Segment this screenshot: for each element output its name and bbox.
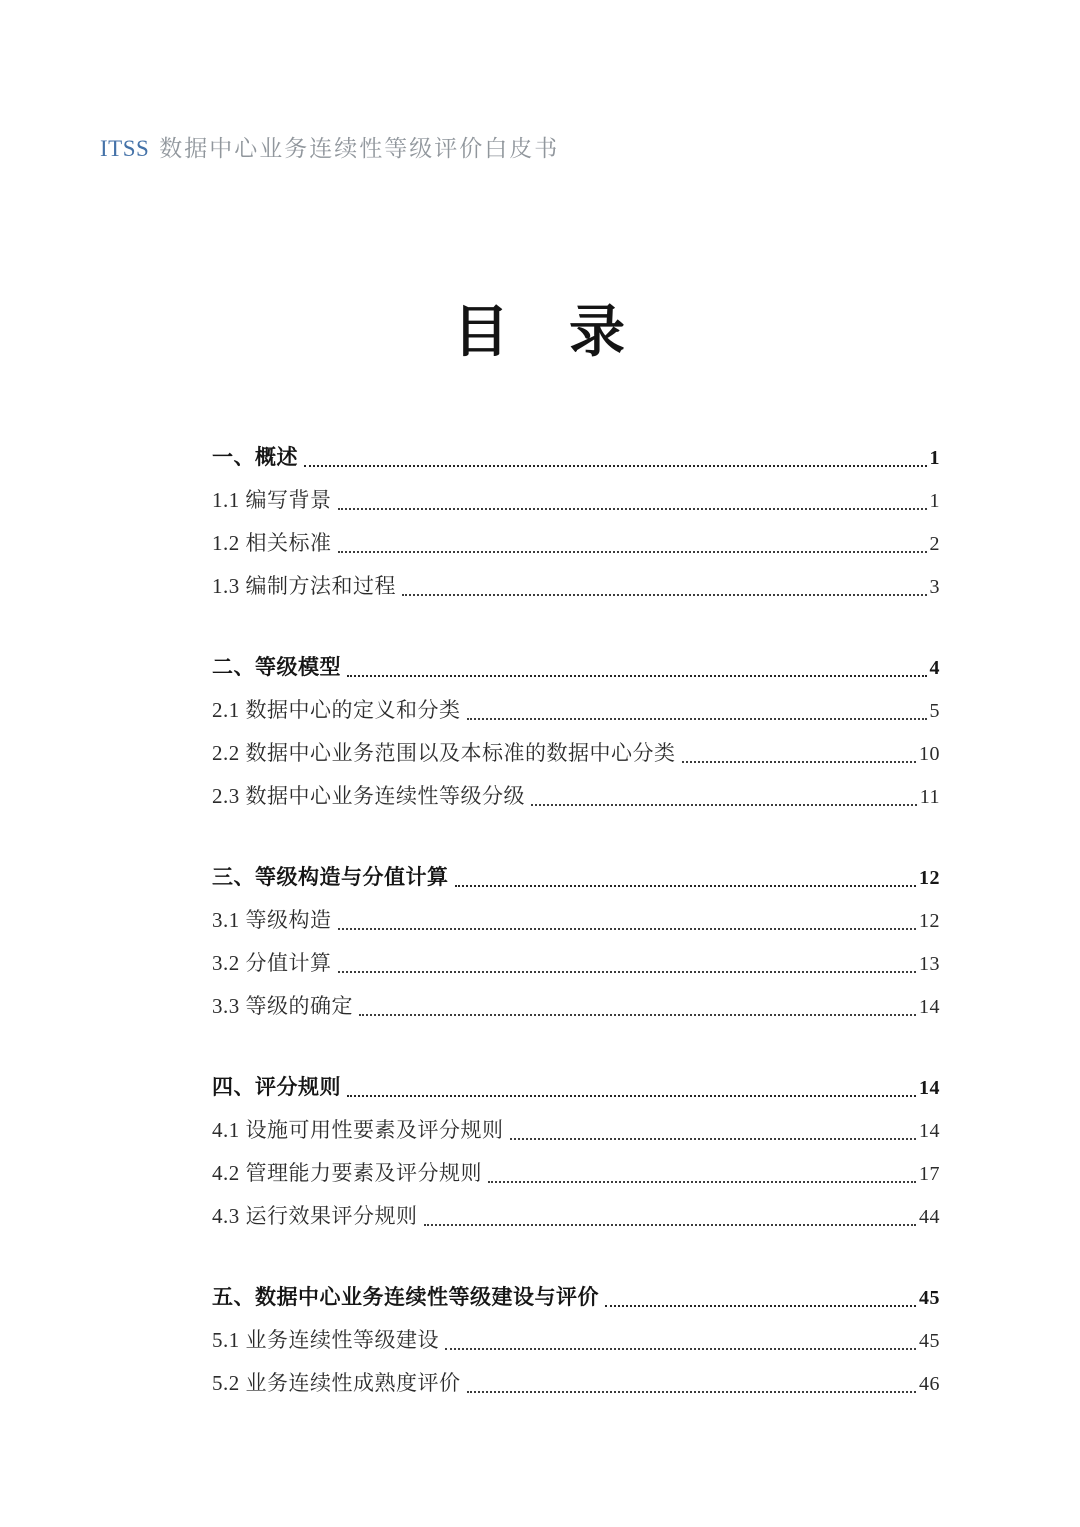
toc-section — [212, 856, 940, 1028]
toc-entry-page: 1 — [929, 447, 940, 469]
toc-entry-label: 4.2 管理能力要素及评分规则 — [212, 1161, 482, 1185]
toc-entry[interactable] — [212, 942, 940, 985]
toc-entry-page: 10 — [919, 743, 940, 765]
toc — [212, 436, 940, 1405]
dot-leader — [455, 885, 917, 887]
toc-entry[interactable] — [212, 899, 940, 942]
dot-leader — [424, 1224, 917, 1226]
toc-entry-label: 4.1 设施可用性要素及评分规则 — [212, 1118, 504, 1142]
dot-leader — [467, 718, 927, 720]
dot-leader — [338, 508, 927, 510]
toc-entry[interactable] — [212, 1152, 940, 1195]
dot-leader — [304, 465, 927, 467]
toc-entry-page: 4 — [929, 657, 940, 679]
dot-leader — [338, 551, 927, 553]
toc-entry-page: 2 — [929, 533, 940, 555]
toc-entry-label: 2.3 数据中心业务连续性等级分级 — [212, 784, 525, 808]
toc-entry-page: 14 — [919, 1077, 940, 1099]
toc-entry-label: 3.1 等级构造 — [212, 908, 332, 932]
toc-entry-page: 46 — [919, 1373, 940, 1395]
dot-leader — [682, 761, 917, 763]
toc-section — [212, 436, 940, 608]
dot-leader — [531, 804, 917, 806]
toc-section — [212, 1066, 940, 1238]
toc-section — [212, 1276, 940, 1405]
toc-entry-label: 一、概述 — [212, 445, 298, 469]
toc-entry[interactable] — [212, 479, 940, 522]
toc-entry-label: 二、等级模型 — [212, 655, 341, 679]
toc-entry-page: 3 — [929, 576, 940, 598]
header-doc-title: 数据中心业务连续性等级评价白皮书 — [159, 135, 560, 161]
dot-leader — [338, 971, 917, 973]
toc-entry-page: 12 — [919, 910, 940, 932]
toc-section-heading[interactable] — [212, 646, 940, 689]
toc-entry-label: 1.3 编制方法和过程 — [212, 574, 396, 598]
toc-entry-label: 四、评分规则 — [212, 1075, 341, 1099]
toc-entry[interactable] — [212, 565, 940, 608]
dot-leader — [347, 675, 927, 677]
toc-entry-label: 5.1 业务连续性等级建设 — [212, 1328, 439, 1352]
toc-section — [212, 646, 940, 818]
toc-entry-page: 14 — [919, 996, 940, 1018]
toc-entry-page: 45 — [919, 1330, 940, 1352]
dot-leader — [347, 1095, 916, 1097]
toc-entry-page: 13 — [919, 953, 940, 975]
toc-entry[interactable] — [212, 522, 940, 565]
toc-entry[interactable] — [212, 1319, 940, 1362]
toc-section-heading[interactable] — [212, 436, 940, 479]
toc-entry-label: 1.2 相关标准 — [212, 531, 332, 555]
toc-section-heading[interactable] — [212, 1066, 940, 1109]
toc-section-heading[interactable] — [212, 856, 940, 899]
toc-entry[interactable] — [212, 985, 940, 1028]
toc-entry-label: 2.2 数据中心业务范围以及本标准的数据中心分类 — [212, 741, 676, 765]
toc-entry-label: 4.3 运行效果评分规则 — [212, 1204, 418, 1228]
toc-entry-label: 五、数据中心业务连续性等级建设与评价 — [212, 1285, 599, 1309]
itss-logo: ITSS — [100, 136, 150, 161]
toc-entry[interactable] — [212, 732, 940, 775]
dot-leader — [488, 1181, 916, 1183]
toc-entry-page: 1 — [929, 490, 940, 512]
page-header — [100, 130, 559, 163]
toc-entry-label: 3.3 等级的确定 — [212, 994, 353, 1018]
toc-entry-label: 3.2 分值计算 — [212, 951, 332, 975]
toc-entry-page: 17 — [919, 1163, 940, 1185]
toc-entry-label: 三、等级构造与分值计算 — [212, 865, 449, 889]
toc-entry-page: 11 — [919, 786, 940, 808]
toc-entry[interactable] — [212, 775, 940, 818]
toc-section-heading[interactable] — [212, 1276, 940, 1319]
toc-entry-page: 14 — [919, 1120, 940, 1142]
dot-leader — [605, 1305, 916, 1307]
toc-entry-page: 45 — [919, 1287, 940, 1309]
dot-leader — [445, 1348, 916, 1350]
toc-entry-page: 44 — [919, 1206, 940, 1228]
dot-leader — [510, 1138, 917, 1140]
toc-entry-page: 12 — [919, 867, 940, 889]
toc-entry[interactable] — [212, 1109, 940, 1152]
toc-entry-label: 2.1 数据中心的定义和分类 — [212, 698, 461, 722]
dot-leader — [338, 928, 917, 930]
dot-leader — [359, 1014, 916, 1016]
dot-leader — [467, 1391, 917, 1393]
toc-entry[interactable] — [212, 689, 940, 732]
toc-entry[interactable] — [212, 1195, 940, 1238]
toc-entry[interactable] — [212, 1362, 940, 1405]
dot-leader — [402, 594, 927, 596]
toc-entry-page: 5 — [929, 700, 940, 722]
toc-entry-label: 5.2 业务连续性成熟度评价 — [212, 1371, 461, 1395]
toc-title: 目 录 — [453, 302, 627, 364]
toc-entry-label: 1.1 编写背景 — [212, 488, 332, 512]
